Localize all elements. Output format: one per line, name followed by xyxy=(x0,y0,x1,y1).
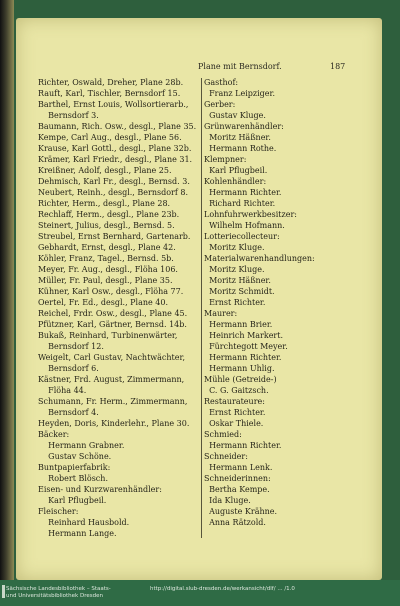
footer-left-text: Sächsische Landesbibliothek – Staats- und Universitätsbibliothek Dresden xyxy=(6,586,111,599)
text-line: Fürchtegott Meyer. xyxy=(204,342,288,351)
text-line: Hermann Grabner. xyxy=(38,441,125,450)
text-line: Materialwarenhandlungen: xyxy=(204,254,315,263)
text-line: Weigelt, Carl Gustav, Nachtwächter, xyxy=(38,353,185,362)
text-line: Buntpapierfabrik: xyxy=(38,463,111,472)
text-line: Karl Pflugbeil. xyxy=(38,496,107,505)
text-line: Flöha 44. xyxy=(38,386,87,395)
text-line: Moritz Häßner. xyxy=(204,276,271,285)
right-column xyxy=(204,77,374,528)
text-line: Grünwarenhändler: xyxy=(204,122,284,131)
text-line: Hermann Lenk. xyxy=(204,463,273,472)
book-left-edge xyxy=(0,0,14,580)
text-line: Kästner, Frd. August, Zimmermann, xyxy=(38,375,185,384)
text-line: Richard Richter. xyxy=(204,199,276,208)
text-line: Moritz Häßner. xyxy=(204,133,271,142)
text-line: Restaurateure: xyxy=(204,397,265,406)
left-column xyxy=(38,77,208,539)
text-line: Bertha Kempe. xyxy=(204,485,270,494)
text-line: Baumann, Rich. Osw., desgl., Plane 35. xyxy=(38,122,197,131)
text-line: Eisen- und Kurzwarenhändler: xyxy=(38,485,162,494)
footer-strip xyxy=(0,580,400,606)
text-line: Bernsdorf 3. xyxy=(38,111,99,120)
page-number: 187 xyxy=(330,62,346,71)
text-line: Gustav Schöne. xyxy=(38,452,112,461)
document-page xyxy=(16,18,382,580)
text-line: Kohlenhändler: xyxy=(204,177,267,186)
text-line: Hermann Uhlig. xyxy=(204,364,275,373)
text-line: Ida Kluge. xyxy=(204,496,251,505)
text-line: Richter, Oswald, Dreher, Plane 28b. xyxy=(38,78,184,87)
text-line: Bernsdorf 4. xyxy=(38,408,99,417)
text-line: Meyer, Fr. Aug., desgl., Flöha 106. xyxy=(38,265,178,274)
text-line: Bukaß, Reinhard, Turbinenwärter, xyxy=(38,331,178,340)
text-line: Anna Rätzold. xyxy=(204,518,266,527)
text-line: Schneiderinnen: xyxy=(204,474,271,483)
text-line: Heinrich Markert. xyxy=(204,331,284,340)
text-line: Mühle (Getreide-) xyxy=(204,375,277,384)
text-line: Barthel, Ernst Louis, Wollsortierarb., xyxy=(38,100,189,109)
text-line: C. G. Gaitzsch. xyxy=(204,386,269,395)
text-line: Rechlaff, Herm., desgl., Plane 23b. xyxy=(38,210,180,219)
text-line: Fleischer: xyxy=(38,507,79,516)
text-line: Klempner: xyxy=(204,155,247,164)
text-line: Heyden, Doris, Kinderlehr., Plane 30. xyxy=(38,419,190,428)
text-line: Karl Pflugbeil. xyxy=(204,166,268,175)
text-line: Hermann Richter. xyxy=(204,188,282,197)
text-line: Gasthof: xyxy=(204,78,239,87)
text-line: Kreißner, Adolf, desgl., Plane 25. xyxy=(38,166,172,175)
text-line: Kühner, Karl Osw., desgl., Flöha 77. xyxy=(38,287,184,296)
text-line: Schumann, Fr. Herm., Zimmermann, xyxy=(38,397,188,406)
text-line: Hermann Richter. xyxy=(204,441,282,450)
text-line: Bernsdorf 6. xyxy=(38,364,99,373)
text-line: Auguste Krähne. xyxy=(204,507,278,516)
text-line: Hermann Lange. xyxy=(38,529,117,538)
text-line: Neubert, Reinh., desgl., Bernsdorf 8. xyxy=(38,188,188,197)
text-line: Ernst Richter. xyxy=(204,408,266,417)
text-line: Pfützner, Karl, Gärtner, Bernsd. 14b. xyxy=(38,320,187,329)
text-line: Oertel, Fr. Ed., desgl., Plane 40. xyxy=(38,298,169,307)
text-line: Moritz Kluge. xyxy=(204,243,265,252)
text-line: Hermann Brier. xyxy=(204,320,273,329)
text-line: Schmied: xyxy=(204,430,242,439)
text-line: Müller, Fr. Paul, desgl., Plane 35. xyxy=(38,276,173,285)
text-line: Richter, Herm., desgl., Plane 28. xyxy=(38,199,171,208)
page-header-title: Plane mit Bernsdorf. xyxy=(198,62,282,71)
footer-right-text: http://digital.slub-dresden.de/werkansicht/dlf/ ... /1.0 xyxy=(150,586,295,592)
text-line: Gerber: xyxy=(204,100,236,109)
text-line: Reinhard Hausbold. xyxy=(38,518,130,527)
text-line: Moritz Kluge. xyxy=(204,265,265,274)
text-line: Ernst Richter. xyxy=(204,298,266,307)
text-line: Gustav Kluge. xyxy=(204,111,266,120)
text-line: Reichel, Frdr. Osw., desgl., Plane 45. xyxy=(38,309,188,318)
text-line: Wilhelm Hofmann. xyxy=(204,221,285,230)
text-line: Hermann Richter. xyxy=(204,353,282,362)
page-header xyxy=(16,62,382,74)
text-line: Krämer, Karl Friedr., desgl., Plane 31. xyxy=(38,155,193,164)
text-line: Bäcker: xyxy=(38,430,70,439)
text-line: Oskar Thiele. xyxy=(204,419,264,428)
text-line: Lotteriecollecteur: xyxy=(204,232,280,241)
text-line: Krause, Karl Gottl., desgl., Plane 32b. xyxy=(38,144,192,153)
text-line: Dehmisch, Karl Fr., desgl., Bernsd. 3. xyxy=(38,177,190,186)
text-line: Moritz Schmidt. xyxy=(204,287,275,296)
text-line: Köhler, Franz, Tagel., Bernsd. 5b. xyxy=(38,254,174,263)
text-line: Hermann Rothe. xyxy=(204,144,277,153)
text-line: Robert Blösch. xyxy=(38,474,108,483)
text-line: Maurer: xyxy=(204,309,238,318)
text-line: Bernsdorf 12. xyxy=(38,342,104,351)
text-line: Streubel, Ernst Bernhard, Gartenarb. xyxy=(38,232,191,241)
text-line: Schneider: xyxy=(204,452,248,461)
text-line: Gebhardt, Ernst, desgl., Plane 42. xyxy=(38,243,176,252)
text-line: Kempe, Carl Aug., desgl., Plane 56. xyxy=(38,133,182,142)
text-line: Rauft, Karl, Tischler, Bernsdorf 15. xyxy=(38,89,181,98)
text-line: Franz Leipziger. xyxy=(204,89,275,98)
text-line: Steinert, Julius, desgl., Bernsd. 5. xyxy=(38,221,175,230)
text-line: Lohnfuhrwerkbesitzer: xyxy=(204,210,297,219)
library-logo-icon xyxy=(2,585,5,598)
